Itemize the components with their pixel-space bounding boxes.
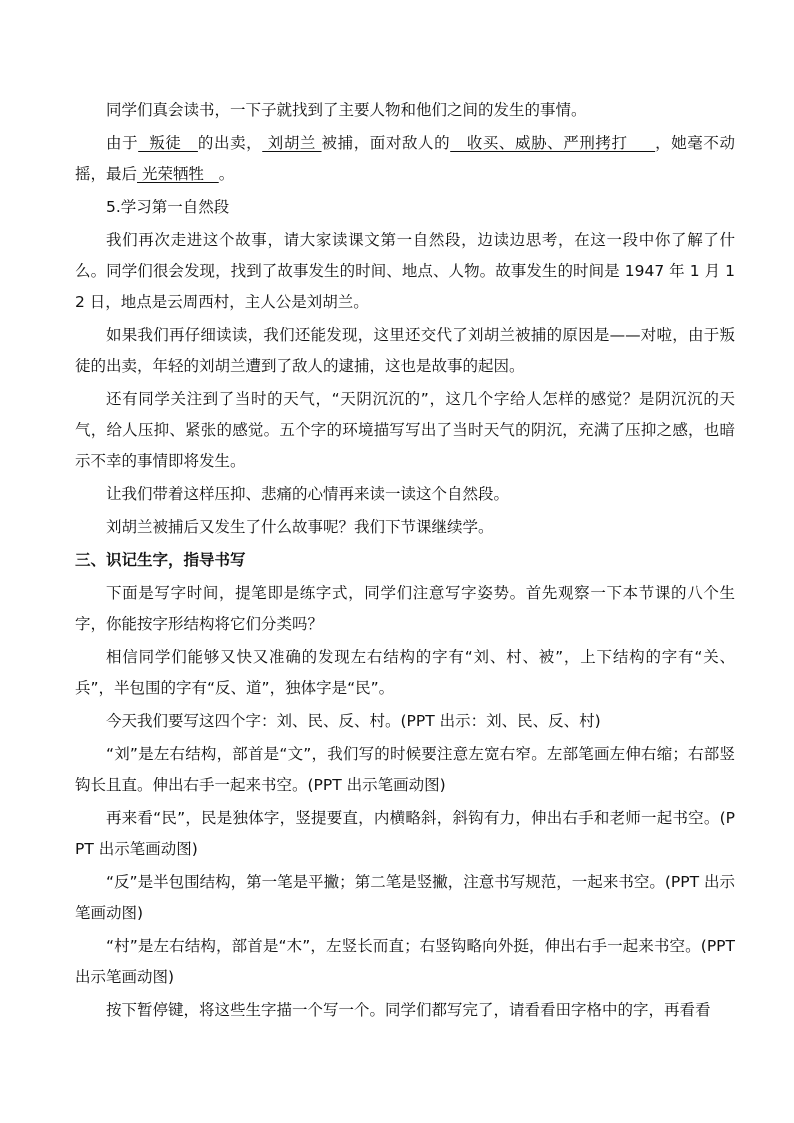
paragraph-next-lesson: 刘胡兰被捕后又发生了什么故事呢？我们下节课继续学。 <box>106 518 494 536</box>
paragraph-reading-praise: 同学们真会读书，一下子就找到了主要人物和他们之间的发生的事情。 <box>106 101 587 119</box>
paragraph-story-setting: 我们再次走进这个故事，请大家读课文第一自然段，边读边思考，在这一段中你了解了什么。同学们很会发现，找到了故事发生的时间、地点、人物。故事发生的时间是 1947 年 1 月 12 日，地点是云周西村，主人公是刘胡兰。 <box>75 231 735 311</box>
paragraph-char-fan: “反”是半包围结构，第一笔是平撇；第二笔是竖撇，注意书写规范，一起来书空。(PPT 出示笔画动图) <box>75 873 735 922</box>
paragraph-four-characters: 今天我们要写这四个字：刘、民、反、村。(PPT 出示：刘、民、反、村) <box>106 712 601 730</box>
paragraph-writing-time: 下面是写字时间，提笔即是练字式，同学们注意写字姿势。首先观察一下本节课的八个生字，你能按字形结构将它们分类吗？ <box>75 584 735 633</box>
blank-answer-sacrifice: 光荣牺牲 <box>137 165 219 183</box>
paragraph-read-again: 让我们带着这样压抑、悲痛的心情再来读一读这个自然段。 <box>106 485 510 503</box>
text-segment: 的出卖， <box>197 134 263 152</box>
blank-answer-enemy-actions: 收买、威胁、严刑拷打 <box>450 134 656 152</box>
paragraph-weather: 还有同学关注到了当时的天气，“天阴沉沉的”，这几个字给人怎样的感觉？是阴沉沉的天气，给人压抑、紧张的感觉。五个字的环境描写写出了当时天气的阴沉，充满了压抑之感，也暗示不幸的事情即将发生。 <box>75 390 735 470</box>
paragraph-fill-blanks <box>75 128 735 190</box>
document-page <box>75 95 735 1028</box>
blank-answer-name: 刘胡兰 <box>262 134 322 152</box>
paragraph-structure-classification: 相信同学们能够又快又准确的发现左右结构的字有“刘、村、被”，上下结构的字有“关、兵”，半包围的字有“反、道”，独体字是“民”。 <box>75 648 735 697</box>
paragraph-char-cun: “村”是左右结构，部首是“木”，左竖长而直；右竖钩略向外挺，伸出右手一起来书空。(PPT 出示笔画动图) <box>75 937 735 986</box>
paragraph-char-min: 再来看“民”，民是独体字，竖提要直，内横略斜，斜钩有力，伸出右手和老师一起书空。(PPT 出示笔画动图) <box>75 809 735 858</box>
paragraph-char-liu: “刘”是左右结构，部首是“文”，我们写的时候要注意左宽右窄。左部笔画左伸右缩；右部竖钩长且直。伸出右手一起来书空。(PPT 出示笔画动图) <box>75 745 735 794</box>
section-heading-characters: 三、识记生字，指导书写 <box>75 551 246 569</box>
paragraph-arrest-cause: 如果我们再仔细读读，我们还能发现，这里还交代了刘胡兰被捕的原因是——对啦，由于叛徒的出卖，年轻的刘胡兰遭到了敌人的逮捕，这也是故事的起因。 <box>75 326 735 375</box>
text-segment: 。 <box>218 165 235 183</box>
paragraph-pause-practice: 按下暂停键，将这些生字描一个写一个。同学们都写完了，请看看田字格中的字，再看看 <box>106 1001 711 1019</box>
text-segment: 被捕，面对敌人的 <box>321 134 451 152</box>
text-segment: 由于 <box>106 134 139 152</box>
blank-answer-traitor: 叛徒 <box>138 134 198 152</box>
subheading-study-paragraph-1: 5.学习第一自然段 <box>106 198 230 216</box>
text-segment: ，她毫不动摇，最后 <box>75 134 735 183</box>
